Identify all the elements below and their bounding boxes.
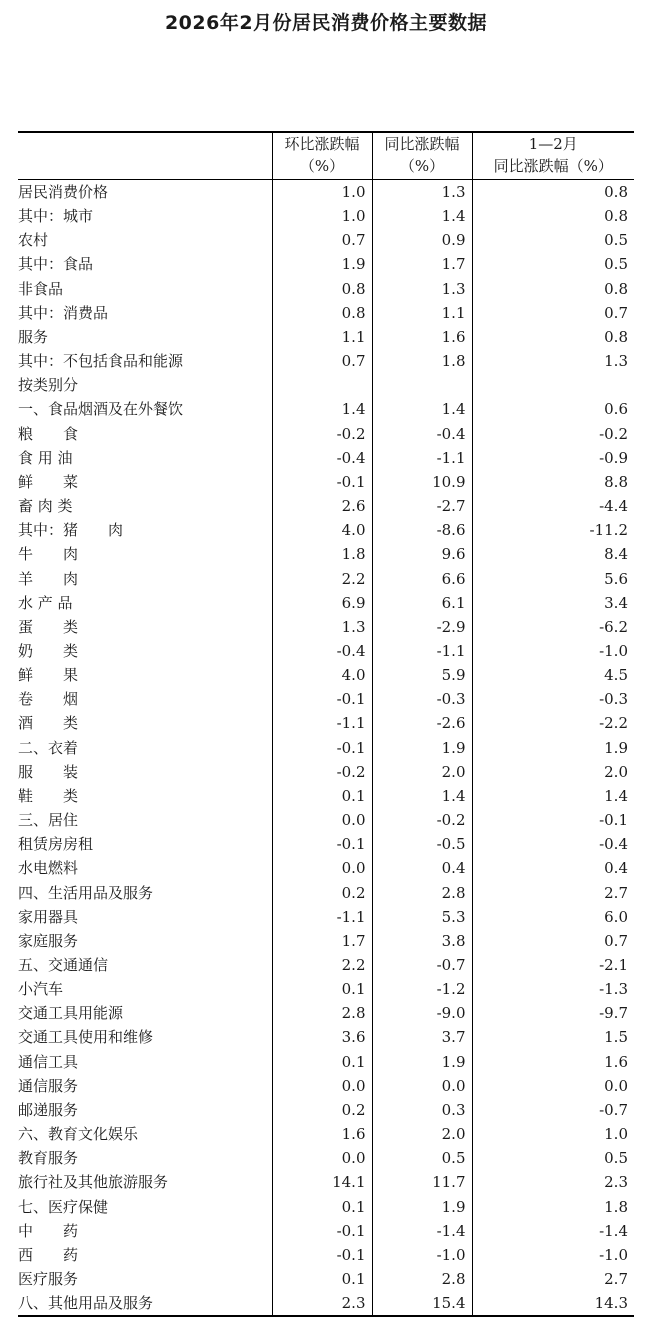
ytd-yoy-change-value: 1.3 [472, 349, 634, 373]
yoy-change-value: 1.6 [372, 325, 472, 349]
yoy-change-value: -1.1 [372, 446, 472, 470]
mom-change-value: 0.1 [272, 784, 372, 808]
table-row [18, 1025, 634, 1049]
ytd-yoy-change-value: -6.2 [472, 615, 634, 639]
table-row [18, 929, 634, 953]
ytd-yoy-change-value: 0.0 [472, 1074, 634, 1098]
ytd-yoy-change-value: -0.4 [472, 832, 634, 856]
row-label: 一、食品烟酒及在外餐饮 [18, 400, 184, 419]
ytd-yoy-change-value: -0.3 [472, 687, 634, 711]
row-label: 食 用 油 [18, 448, 73, 467]
ytd-yoy-change-value: 0.5 [472, 1146, 634, 1170]
yoy-change-value: -0.7 [372, 953, 472, 977]
mom-change-value: 1.0 [272, 180, 372, 205]
row-label: 小汽车 [18, 980, 64, 999]
ytd-yoy-change-value: 1.9 [472, 736, 634, 760]
table-row [18, 663, 634, 687]
mom-change-value: -0.4 [272, 446, 372, 470]
table-row [18, 301, 634, 325]
table-row [18, 1195, 634, 1219]
yoy-change-value: -1.0 [372, 1243, 472, 1267]
row-label: 旅行社及其他旅游服务 [18, 1173, 169, 1192]
table-row [18, 542, 634, 566]
yoy-change-value: 2.0 [372, 1122, 472, 1146]
table-row [18, 252, 634, 276]
ytd-yoy-change-value: 0.8 [472, 277, 634, 301]
ytd-yoy-change-value: -9.7 [472, 1001, 634, 1025]
table-row [18, 1291, 634, 1316]
row-label: 粮 食 [18, 424, 79, 443]
ytd-yoy-change-value: 1.6 [472, 1050, 634, 1074]
table-row [18, 228, 634, 252]
yoy-change-value: 5.9 [372, 663, 472, 687]
mom-change-value: 4.0 [272, 663, 372, 687]
yoy-change-value: -2.9 [372, 615, 472, 639]
table-row [18, 518, 634, 542]
ytd-yoy-change-value: 0.6 [472, 397, 634, 421]
mom-change-value: 0.8 [272, 301, 372, 325]
mom-change-value: 0.1 [272, 1267, 372, 1291]
mom-change-value: -1.1 [272, 905, 372, 929]
mom-change-value: 1.9 [272, 252, 372, 276]
yoy-change-value: -0.5 [372, 832, 472, 856]
mom-change-value: -0.1 [272, 687, 372, 711]
mom-change-value: 2.2 [272, 567, 372, 591]
row-label: 其中：食品 [18, 255, 94, 274]
mom-change-value: -0.1 [272, 1243, 372, 1267]
row-label: 三、居住 [18, 811, 79, 830]
row-label: 中 药 [18, 1221, 79, 1240]
row-label: 居民消费价格 [18, 183, 109, 201]
table-row [18, 639, 634, 663]
mom-change-value: 0.2 [272, 881, 372, 905]
ytd-yoy-change-value: 6.0 [472, 905, 634, 929]
row-label: 其中：不包括食品和能源 [18, 352, 184, 371]
mom-change-value: 1.7 [272, 929, 372, 953]
yoy-change-value: 9.6 [372, 542, 472, 566]
mom-change-value: 6.9 [272, 591, 372, 615]
row-label: 租赁房房租 [18, 835, 94, 854]
yoy-change-value: 0.9 [372, 228, 472, 252]
ytd-yoy-change-value: 0.8 [472, 325, 634, 349]
ytd-yoy-change-value: 0.5 [472, 228, 634, 252]
row-label: 医疗服务 [18, 1270, 79, 1289]
document-title: 2026年2月份居民消费价格主要数据 [164, 12, 488, 34]
row-label: 水 产 品 [18, 593, 73, 612]
mom-change-value: 1.3 [272, 615, 372, 639]
ytd-yoy-change-value: -11.2 [472, 518, 634, 542]
yoy-change-value: 10.9 [372, 470, 472, 494]
table-row [18, 784, 634, 808]
yoy-change-value: 1.9 [372, 1195, 472, 1219]
yoy-change-value: -9.0 [372, 1001, 472, 1025]
mom-change-value: 2.3 [272, 1291, 372, 1316]
yoy-change-value: 5.3 [372, 905, 472, 929]
table-row [18, 1243, 634, 1267]
header-yoy-change [372, 132, 472, 180]
yoy-change-value: 1.3 [372, 180, 472, 205]
mom-change-value [272, 373, 372, 397]
yoy-change-value [372, 373, 472, 397]
ytd-yoy-change-value: 5.6 [472, 567, 634, 591]
ytd-yoy-change-value: 1.0 [472, 1122, 634, 1146]
mom-change-value: 0.0 [272, 1146, 372, 1170]
row-label: 四、生活用品及服务 [18, 883, 154, 902]
table-row [18, 470, 634, 494]
row-label: 奶 类 [18, 641, 79, 660]
yoy-change-value: -0.3 [372, 687, 472, 711]
ytd-yoy-change-value: 2.0 [472, 760, 634, 784]
header-item-column [18, 132, 272, 180]
yoy-change-value: -1.1 [372, 639, 472, 663]
mom-change-value: 1.1 [272, 325, 372, 349]
row-label: 其中：城市 [18, 207, 94, 226]
ytd-yoy-change-value [472, 373, 634, 397]
yoy-change-value: -1.2 [372, 977, 472, 1001]
row-label: 通信服务 [18, 1076, 79, 1095]
mom-change-value: -0.2 [272, 760, 372, 784]
row-label: 鞋 类 [18, 786, 79, 805]
row-label: 六、教育文化娱乐 [18, 1125, 139, 1144]
ytd-yoy-change-value: -4.4 [472, 494, 634, 518]
mom-change-value: 14.1 [272, 1170, 372, 1194]
table-header [18, 132, 634, 180]
row-label: 通信工具 [18, 1052, 79, 1071]
table-row [18, 905, 634, 929]
ytd-yoy-change-value: -1.0 [472, 639, 634, 663]
ytd-yoy-change-value: 8.4 [472, 542, 634, 566]
mom-change-value: 2.6 [272, 494, 372, 518]
ytd-yoy-change-value: 2.7 [472, 881, 634, 905]
row-label: 水电燃料 [18, 859, 79, 878]
header-mom-change-title: 环比涨跌幅 [284, 135, 360, 153]
yoy-change-value: -2.6 [372, 711, 472, 735]
mom-change-value: 2.8 [272, 1001, 372, 1025]
table-row [18, 591, 634, 615]
table-row [18, 615, 634, 639]
header-mom-change [272, 132, 372, 180]
table-row [18, 953, 634, 977]
row-label: 交通工具使用和维修 [18, 1028, 154, 1047]
ytd-yoy-change-value: 0.4 [472, 856, 634, 880]
ytd-yoy-change-value: 0.7 [472, 929, 634, 953]
mom-change-value: 0.0 [272, 808, 372, 832]
table-row [18, 373, 634, 397]
mom-change-value: 0.1 [272, 977, 372, 1001]
yoy-change-value: 2.0 [372, 760, 472, 784]
table-row [18, 832, 634, 856]
mom-change-value: 0.8 [272, 277, 372, 301]
yoy-change-value: 3.7 [372, 1025, 472, 1049]
table-row [18, 494, 634, 518]
yoy-change-value: 1.4 [372, 397, 472, 421]
mom-change-value: 0.0 [272, 856, 372, 880]
row-label: 服务 [18, 327, 49, 346]
yoy-change-value: 1.8 [372, 349, 472, 373]
ytd-yoy-change-value: -1.4 [472, 1219, 634, 1243]
yoy-change-value: -0.2 [372, 808, 472, 832]
ytd-yoy-change-value: -0.9 [472, 446, 634, 470]
row-label: 其中：猪 肉 [18, 521, 124, 540]
table-row [18, 325, 634, 349]
yoy-change-value: 2.8 [372, 1267, 472, 1291]
table-row [18, 1098, 634, 1122]
yoy-change-value: 6.1 [372, 591, 472, 615]
yoy-change-value: 1.3 [372, 277, 472, 301]
row-label: 鲜 果 [18, 666, 79, 685]
table-row [18, 1170, 634, 1194]
ytd-yoy-change-value: 8.8 [472, 470, 634, 494]
row-label: 西 药 [18, 1245, 79, 1264]
yoy-change-value: 1.4 [372, 784, 472, 808]
ytd-yoy-change-value: 2.7 [472, 1267, 634, 1291]
mom-change-value: 0.7 [272, 228, 372, 252]
mom-change-value: 0.2 [272, 1098, 372, 1122]
table-row [18, 1050, 634, 1074]
yoy-change-value: 1.9 [372, 736, 472, 760]
ytd-yoy-change-value: 1.5 [472, 1025, 634, 1049]
ytd-yoy-change-value: -0.2 [472, 422, 634, 446]
yoy-change-value: 6.6 [372, 567, 472, 591]
mom-change-value: -0.2 [272, 422, 372, 446]
ytd-yoy-change-value: 0.5 [472, 252, 634, 276]
table-row [18, 881, 634, 905]
yoy-change-value: 15.4 [372, 1291, 472, 1316]
table-row [18, 446, 634, 470]
yoy-change-value: 0.4 [372, 856, 472, 880]
cpi-data-table [18, 131, 634, 1317]
yoy-change-value: 1.4 [372, 204, 472, 228]
row-label: 邮递服务 [18, 1100, 79, 1119]
ytd-yoy-change-value: 0.8 [472, 180, 634, 205]
table-row [18, 977, 634, 1001]
ytd-yoy-change-value: 4.5 [472, 663, 634, 687]
table-row [18, 808, 634, 832]
row-label: 家庭服务 [18, 931, 79, 950]
mom-change-value: -0.1 [272, 470, 372, 494]
yoy-change-value: -2.7 [372, 494, 472, 518]
ytd-yoy-change-value: -2.2 [472, 711, 634, 735]
table-row [18, 567, 634, 591]
row-label: 按类别分 [18, 376, 79, 395]
header-ytd-period: 1—2月 [528, 135, 578, 153]
ytd-yoy-change-value: 1.4 [472, 784, 634, 808]
mom-change-value: 3.6 [272, 1025, 372, 1049]
yoy-change-value: 0.0 [372, 1074, 472, 1098]
mom-change-value: -0.1 [272, 1219, 372, 1243]
yoy-change-value: 11.7 [372, 1170, 472, 1194]
table-row [18, 397, 634, 421]
table-row [18, 1001, 634, 1025]
row-label: 七、医疗保健 [18, 1197, 109, 1216]
ytd-yoy-change-value: -0.1 [472, 808, 634, 832]
table-row [18, 760, 634, 784]
yoy-change-value: 2.8 [372, 881, 472, 905]
table-row [18, 422, 634, 446]
table-row [18, 204, 634, 228]
row-label: 牛 肉 [18, 545, 79, 564]
header-ytd-yoy-change-title: 同比涨跌幅（%） [493, 157, 613, 175]
mom-change-value: 1.0 [272, 204, 372, 228]
table-body [18, 180, 634, 1317]
mom-change-value: -0.4 [272, 639, 372, 663]
mom-change-value: 0.1 [272, 1050, 372, 1074]
header-ytd-yoy-change [472, 132, 634, 180]
yoy-change-value: 1.7 [372, 252, 472, 276]
row-label: 家用器具 [18, 907, 79, 926]
ytd-yoy-change-value: -1.3 [472, 977, 634, 1001]
ytd-yoy-change-value: 2.3 [472, 1170, 634, 1194]
header-yoy-change-title: 同比涨跌幅 [384, 135, 460, 153]
row-label: 教育服务 [18, 1149, 79, 1168]
mom-change-value: -1.1 [272, 711, 372, 735]
header-mom-change-unit: （%） [299, 157, 345, 175]
row-label: 八、其他用品及服务 [18, 1291, 272, 1316]
row-label: 其中：消费品 [18, 303, 109, 322]
table-row [18, 1146, 634, 1170]
table-row [18, 736, 634, 760]
mom-change-value: 1.6 [272, 1122, 372, 1146]
ytd-yoy-change-value: 0.8 [472, 204, 634, 228]
yoy-change-value: -0.4 [372, 422, 472, 446]
row-label: 卷 烟 [18, 690, 79, 709]
row-label: 交通工具用能源 [18, 1004, 124, 1023]
row-label: 二、衣着 [18, 738, 79, 757]
table-row [18, 1074, 634, 1098]
table-row [18, 1219, 634, 1243]
mom-change-value: 0.7 [272, 349, 372, 373]
mom-change-value: 1.4 [272, 397, 372, 421]
yoy-change-value: 1.9 [372, 1050, 472, 1074]
table-row [18, 1267, 634, 1291]
row-label: 五、交通通信 [18, 956, 109, 974]
ytd-yoy-change-value: -1.0 [472, 1243, 634, 1267]
row-label: 羊 肉 [18, 569, 79, 588]
row-label: 农村 [18, 231, 49, 250]
yoy-change-value: 3.8 [372, 929, 472, 953]
table-row [18, 277, 634, 301]
ytd-yoy-change-value: 14.3 [472, 1291, 634, 1316]
yoy-change-value: 0.5 [372, 1146, 472, 1170]
table-row [18, 711, 634, 735]
row-label: 鲜 菜 [18, 472, 79, 491]
mom-change-value: -0.1 [272, 736, 372, 760]
yoy-change-value: -1.4 [372, 1219, 472, 1243]
ytd-yoy-change-value: -0.7 [472, 1098, 634, 1122]
table-row [18, 1122, 634, 1146]
ytd-yoy-change-value: 3.4 [472, 591, 634, 615]
mom-change-value: 0.1 [272, 1195, 372, 1219]
yoy-change-value: 1.1 [372, 301, 472, 325]
mom-change-value: -0.1 [272, 832, 372, 856]
row-label: 蛋 类 [18, 617, 79, 636]
mom-change-value: 1.8 [272, 542, 372, 566]
ytd-yoy-change-value: 1.8 [472, 1195, 634, 1219]
yoy-change-value: 0.3 [372, 1098, 472, 1122]
mom-change-value: 2.2 [272, 953, 372, 977]
row-label: 畜 肉 类 [18, 497, 73, 516]
table-row [18, 856, 634, 880]
table-row [18, 687, 634, 711]
row-label: 酒 类 [18, 714, 79, 733]
header-yoy-change-unit: （%） [399, 157, 445, 175]
ytd-yoy-change-value: 0.7 [472, 301, 634, 325]
yoy-change-value: -8.6 [372, 518, 472, 542]
mom-change-value: 0.0 [272, 1074, 372, 1098]
table-row [18, 180, 634, 205]
row-label: 服 装 [18, 762, 79, 781]
row-label: 非食品 [18, 279, 64, 298]
ytd-yoy-change-value: -2.1 [472, 953, 634, 977]
table-row [18, 349, 634, 373]
mom-change-value: 4.0 [272, 518, 372, 542]
